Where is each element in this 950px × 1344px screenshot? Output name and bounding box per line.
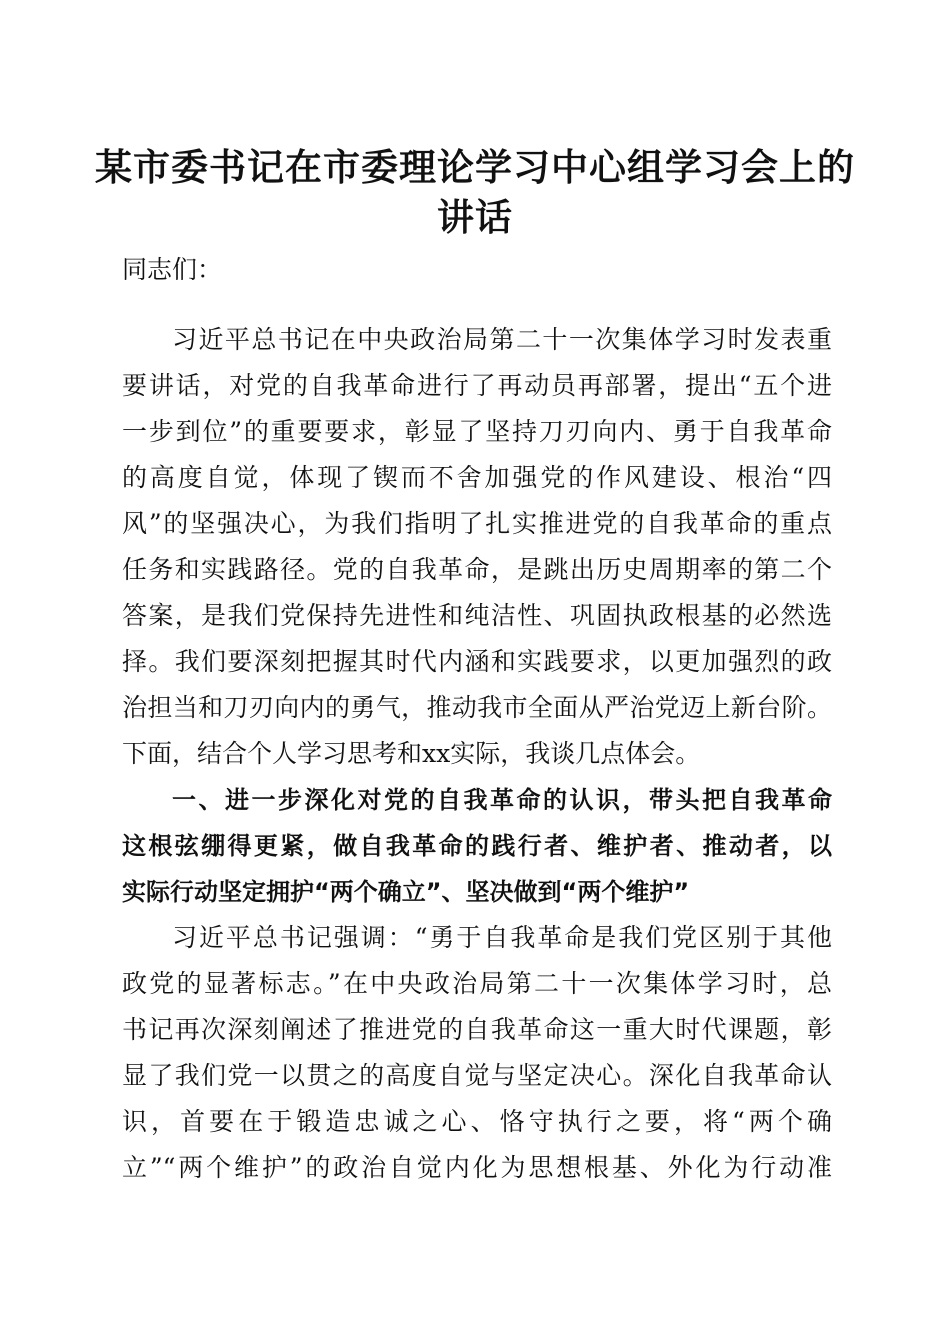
paragraph-3-line: 识，首要在于锻造忠诚之心、恪守执行之要，将“两个确 [122, 1107, 832, 1136]
document-title-line-2: 讲话 [437, 195, 513, 239]
paragraph-1-line: 风”的坚强决心，为我们指明了扎实推进党的自我革命的重点 [122, 509, 832, 538]
paragraph-3-line: 政党的显著标志。”在中央政治局第二十一次集体学习时，总 [122, 969, 832, 998]
paragraph-1-line: 下面，结合个人学习思考和xx实际，我谈几点体会。 [122, 739, 701, 768]
section-heading-line: 一、进一步深化对党的自我革命的认识，带头把自我革命 [172, 786, 832, 814]
paragraph-1-line: 的高度自觉，体现了锲而不舍加强党的作风建设、根治“四 [122, 463, 832, 492]
paragraph-1-line: 答案，是我们党保持先进性和纯洁性、巩固执政根基的必然选 [122, 601, 832, 630]
document-title-line-1: 某市委书记在市委理论学习中心组学习会上的 [95, 145, 855, 189]
section-heading-line: 这根弦绷得更紧，做自我革命的践行者、维护者、推动者，以 [122, 832, 832, 860]
paragraph-3-line: 显了我们党一以贯之的高度自觉与坚定决心。深化自我革命认 [122, 1061, 832, 1090]
salutation: 同志们： [122, 255, 223, 284]
paragraph-1-line: 一步到位”的重要要求，彰显了坚持刀刃向内、勇于自我革命 [122, 417, 832, 446]
paragraph-1-line: 习近平总书记在中央政治局第二十一次集体学习时发表重 [172, 325, 832, 354]
section-heading-line: 实际行动坚定拥护“两个确立”、坚决做到“两个维护” [122, 878, 690, 906]
paragraph-1-line: 要讲话，对党的自我革命进行了再动员再部署，提出“五个进 [122, 371, 832, 400]
paragraph-1-line: 择。我们要深刻把握其时代内涵和实践要求，以更加强烈的政 [122, 647, 832, 676]
paragraph-1-line: 任务和实践路径。党的自我革命，是跳出历史周期率的第二个 [122, 555, 832, 584]
paragraph-3-line: 立”“两个维护”的政治自觉内化为思想根基、外化为行动准 [122, 1153, 832, 1182]
paragraph-3-line: 习近平总书记强调：“勇于自我革命是我们党区别于其他 [172, 923, 832, 952]
paragraph-1-line: 治担当和刀刃向内的勇气，推动我市全面从严治党迈上新台阶。 [122, 693, 832, 722]
paragraph-3-line: 书记再次深刻阐述了推进党的自我革命这一重大时代课题，彰 [122, 1015, 832, 1044]
